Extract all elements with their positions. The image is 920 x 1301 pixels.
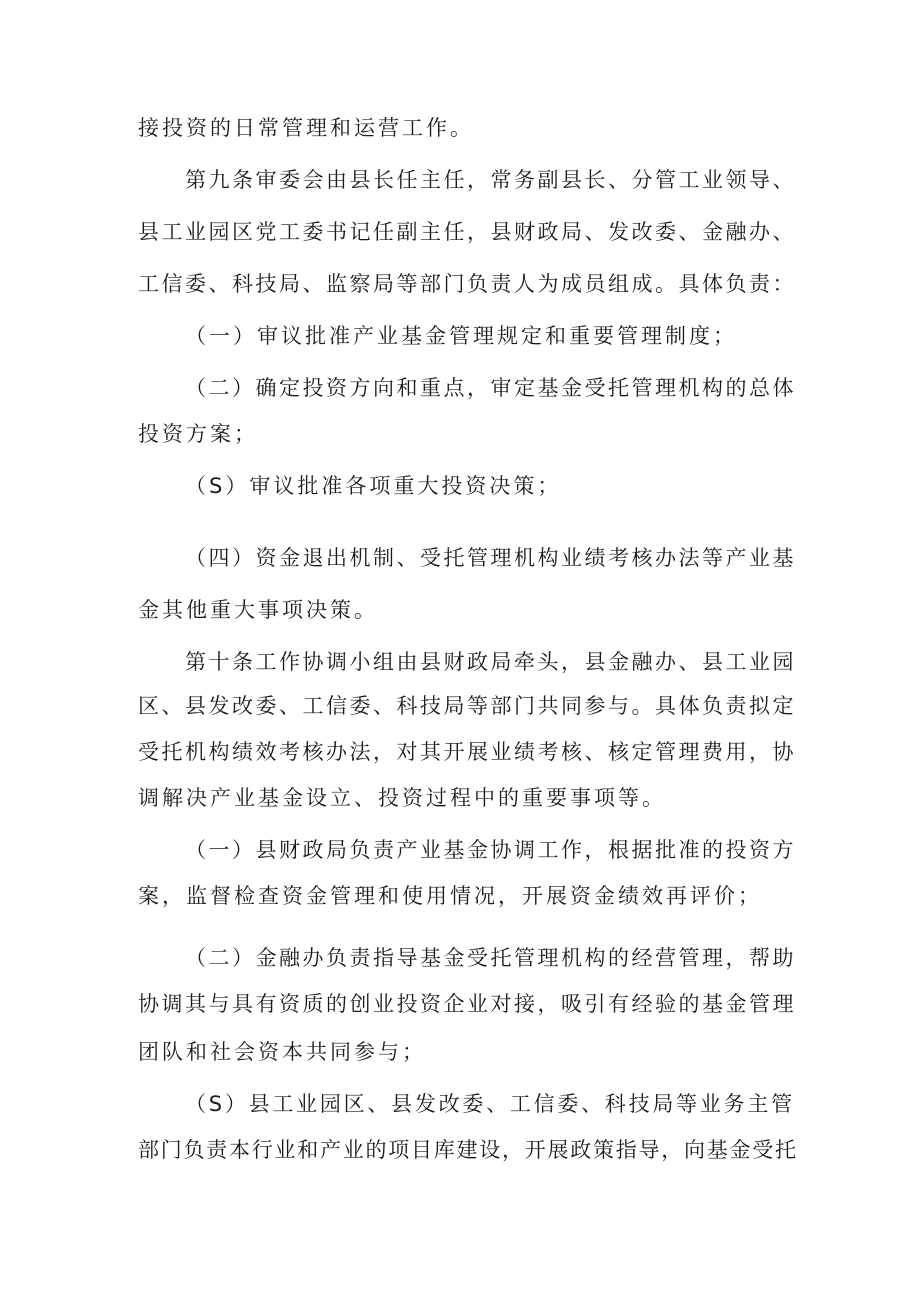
text-line: 团队和社会资本共同参与；	[138, 1040, 426, 1064]
list-item-line: （S）审议批准各项重大投资决策；	[185, 474, 562, 498]
text-line: 调解决产业基金设立、投资过程中的重要事项等。	[138, 786, 666, 810]
list-item-line: （一）县财政局负责产业基金协调工作，根据批准的投资方	[185, 838, 796, 862]
article-9-heading-line: 第九条审委会由县长任主任，常务副县长、分管工业领导、	[185, 168, 796, 192]
text-line: 区、县发改委、工信委、科技局等部门共同参与。具体负责拟定	[138, 694, 796, 718]
text-line: 接投资的日常管理和运营工作。	[138, 116, 474, 140]
text-line: 部门负责本行业和产业的项目库建设，开展政策指导，向基金受托	[138, 1138, 798, 1162]
text-line: 案，监督检查资金管理和使用情况，开展资金绩效再评价；	[138, 884, 762, 908]
text-line: 工信委、科技局、监察局等部门负责人为成员组成。具体负责：	[138, 272, 796, 296]
list-item-line: （一）审议批准产业基金管理规定和重要管理制度；	[185, 324, 737, 348]
text-line: 金其他重大事项决策。	[138, 598, 378, 622]
list-item-line: （四）资金退出机制、受托管理机构业绩考核办法等产业基	[185, 546, 796, 570]
list-item-line: （二）确定投资方向和重点，审定基金受托管理机构的总体	[185, 376, 796, 400]
text-line: 县工业园区党工委书记任副主任，县财政局、发改委、金融办、	[138, 220, 796, 244]
text-line: 受托机构绩效考核办法，对其开展业绩考核、核定管理费用，协	[138, 740, 796, 764]
list-item-line: （S）县工业园区、县发改委、工信委、科技局等业务主管	[185, 1092, 795, 1116]
article-10-heading-line: 第十条工作协调小组由县财政局牵头，县金融办、县工业园	[185, 650, 796, 674]
text-line: 协调其与具有资质的创业投资企业对接，吸引有经验的基金管理	[138, 992, 796, 1016]
text-line: 投资方案；	[138, 422, 258, 446]
list-item-line: （二）金融办负责指导基金受托管理机构的经营管理，帮助	[185, 946, 796, 970]
